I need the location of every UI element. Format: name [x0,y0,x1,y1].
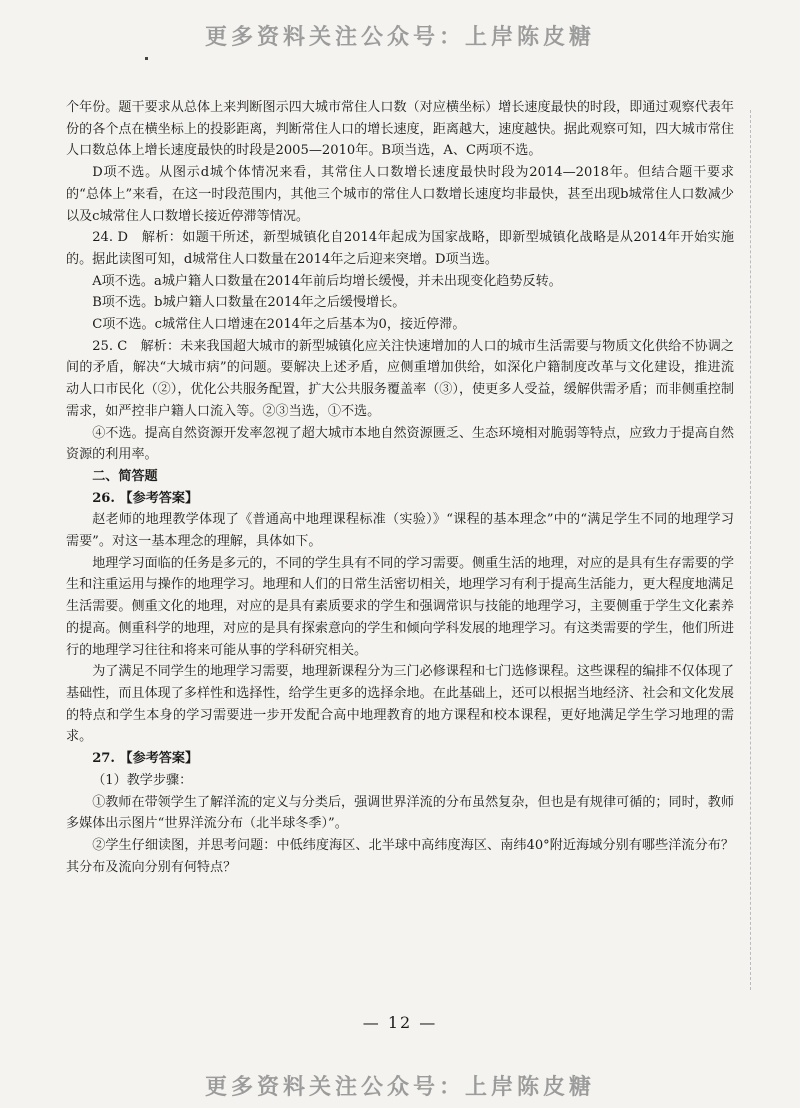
question-26-heading: 26. 【参考答案】 [92,490,199,506]
paragraph-27-step-2: ②学生仔细读图，并思考问题：中低纬度海区、北半球中高纬度海区、南纬40°附近海域分别有哪些洋流分布？其分布及流向分别有何特点？ [66,837,734,875]
paragraph-27-step-1: ①教师在带领学生了解洋流的定义与分类后，强调世界洋流的分布虽然复杂，但也是有规律可循的；同时，教师多媒体出示图片“世界洋流分布（北半球冬季）”。 [66,794,734,832]
paragraph-23-option-d: D项不选。从图示d城个体情况来看，其常住人口数增长速度最快时段为2014—2018年。但结合题干要求的“总体上”来看，在这一时段范围内，其他三个城市的常住人口数增长速度均非最快，甚至出现b城常住人口数减少以及c城常住人口数增长接近停滞等情况。 [66,165,734,224]
paragraph-24-option-b: B项不选。b城户籍人口数量在2014年之后缓慢增长。 [92,295,406,311]
page-number: — 12 — [362,1013,438,1032]
watermark-top: 更多资料关注公众号：上岸陈皮糖 [204,25,595,50]
watermark-bottom: 更多资料关注公众号：上岸陈皮糖 [204,1075,595,1100]
paragraph-25-answer: 25. C 解析：未来我国超大城市的新型城镇化应关注快速增加的人口的城市生活需要与物质文化供给不协调之间的矛盾，解决“大城市病”的问题。要解决上述矛盾，应侧重增加供给，如深化户籍制度改革与文化建设，推进流动人口市民化（②），优化公共服务配置，扩大公共服务覆盖率（③），使更多人受益，缓解供需矛盾；而非侧重控制需求，如严控非户籍人口流入等。②③当选，①不选。 [66,338,734,419]
page-content [66,97,734,878]
paragraph-26-body: 地理学习面临的任务是多元的，不同的学生具有不同的学习需要。侧重生活的地理，对应的是具有生存需要的学生和注重运用与操作的地理学习。地理和人们的日常生活密切相关，地理学习有利于提高生活能力，更大程度地满足生活需要。侧重文化的地理，对应的是具有素质要求的学生和强调常识与技能的地理学习，主要侧重于学生文化素养的提高。侧重科学的地理，对应的是具有探索意向的学生和倾向学科发展的地理学习。有这类需要的学生，他们所进行的地理学习往往和将来可能从事的学科研究相关。 [66,555,734,658]
paragraph-26-intro: 赵老师的地理教学体现了《普通高中地理课程标准（实验）》“课程的基本理念”中的“满足学生不同的地理学习需要”。对这一基本理念的理解，具体如下。 [66,512,734,550]
question-27-heading: 27. 【参考答案】 [92,751,199,767]
scan-speck [145,57,148,60]
paragraph-27-steps-label: （1）教学步骤： [92,772,193,788]
paragraph-25-option-4: ④不选。提高自然资源开发率忽视了超大城市本地自然资源匮乏、生态环境相对脆弱等特点，应致力于提高自然资源的利用率。 [66,425,734,463]
section-heading-short-answer: 二、简答题 [92,468,158,484]
paragraph-24-option-a: A项不选。a城户籍人口数量在2014年前后均增长缓慢，并未出现变化趋势反转。 [92,273,562,289]
paragraph-26-conclusion: 为了满足不同学生的地理学习需要，地理新课程分为三门必修课程和七门选修课程。这些课程的编排不仅体现了基础性，而且体现了多样性和选择性，给学生更多的选择余地。在此基础上，还可以根据当地经济、社会和文化发展的特点和学生本身的学习需要进一步开发配合高中地理教育的地方课程和校本课程，更好地满足学生学习地理的需求。 [66,664,734,745]
paragraph-24-answer: 24. D 解析：如题干所述，新型城镇化自2014年起成为国家战略，即新型城镇化战略是从2014年开始实施的。据此读图可知，d城常住人口数量在2014年之后迎来突增。D项当选。 [66,230,734,267]
margin-guide-line [750,110,751,990]
paragraph-23-analysis-cont: 个年份。题干要求从总体上来判断图示四大城市常住人口数（对应横坐标）增长速度最快的时段，即通过观察代表年份的各个点在横坐标上的投影距离，判断常住人口的增长速度，距离越大，速度越快。据此观察可知，四大城市常住人口数总体上增长速度最快的时段是2005—2010年。B项当选，A、C两项不选。 [66,100,734,159]
paragraph-24-option-c: C项不选。c城常住人口增速在2014年之后基本为0，接近停滞。 [92,317,466,333]
